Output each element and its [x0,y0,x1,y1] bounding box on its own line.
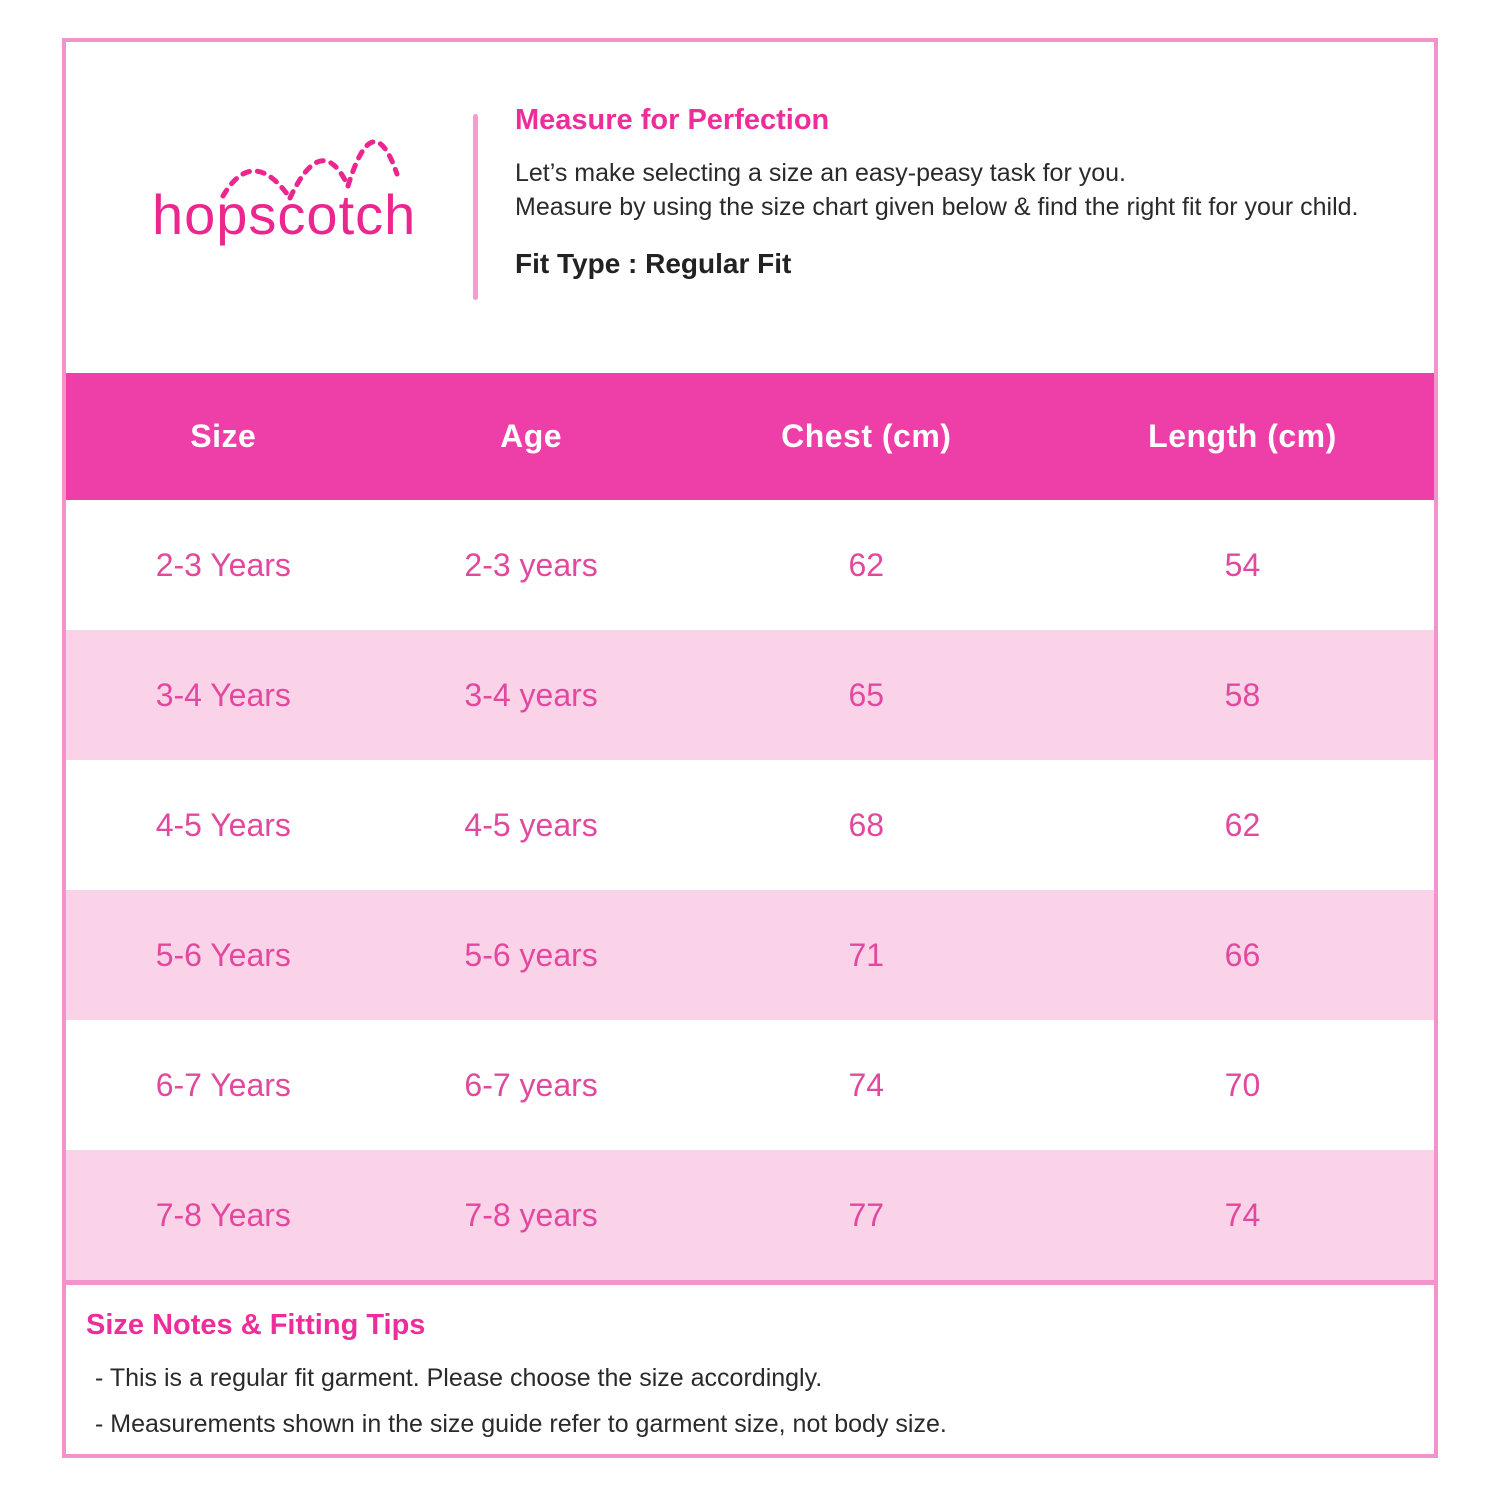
size-cell: 2-3 Years [155,546,291,583]
fit-type-label: Fit Type : Regular Fit [515,248,792,279]
table-row [66,890,1434,1020]
size-cell: 4-5 Years [155,806,291,843]
brand-wordmark: hopscotch [152,183,417,246]
intro-line-2: Measure by using the size chart given below & find the right fit for your child. [515,193,1359,221]
length-cell: 74 [1224,1196,1261,1233]
length-cell: 62 [1224,806,1261,843]
header-chest: Chest (cm) [781,418,952,454]
size-table [66,373,1434,1280]
chest-cell: 62 [848,546,885,583]
age-cell: 2-3 years [464,546,598,583]
intro-block [515,104,1425,280]
age-cell: 4-5 years [464,806,598,843]
size-cell: 3-4 Years [155,676,291,713]
header-length: Length (cm) [1148,418,1337,454]
size-cell: 7-8 Years [155,1196,291,1233]
size-chart-card [62,38,1438,1458]
table-header-row [66,373,1434,500]
size-cell: 5-6 Years [155,936,291,973]
chest-cell: 77 [848,1196,885,1233]
chest-cell: 74 [848,1066,885,1103]
size-notes-section [66,1285,1434,1456]
age-cell: 3-4 years [464,676,598,713]
chest-cell: 71 [848,936,885,973]
intro-line-1: Let’s make selecting a size an easy-peasy task for you. [515,159,1126,187]
intro-body [515,156,1415,224]
chest-cell: 68 [848,806,885,843]
intro-heading: Measure for Perfection [515,104,830,136]
table-row [66,630,1434,760]
length-cell: 66 [1224,936,1261,973]
length-cell: 54 [1224,546,1261,583]
header-age: Age [500,418,563,454]
note-item: - This is a regular fit garment. Please choose the size accordingly. [95,1364,823,1392]
header-size: Size [190,418,257,454]
table-row [66,760,1434,890]
note-item: - Measurements shown in the size guide refer to garment size, not body size. [95,1410,947,1438]
vertical-divider [473,114,478,300]
table-row [66,1150,1434,1280]
size-cell: 6-7 Years [155,1066,291,1103]
chest-cell: 65 [848,676,885,713]
age-cell: 7-8 years [464,1196,598,1233]
age-cell: 5-6 years [464,936,598,973]
table-row [66,500,1434,630]
length-cell: 58 [1224,676,1261,713]
table-row [66,1020,1434,1150]
notes-heading: Size Notes & Fitting Tips [86,1309,426,1341]
length-cell: 70 [1224,1066,1261,1103]
age-cell: 6-7 years [464,1066,598,1103]
